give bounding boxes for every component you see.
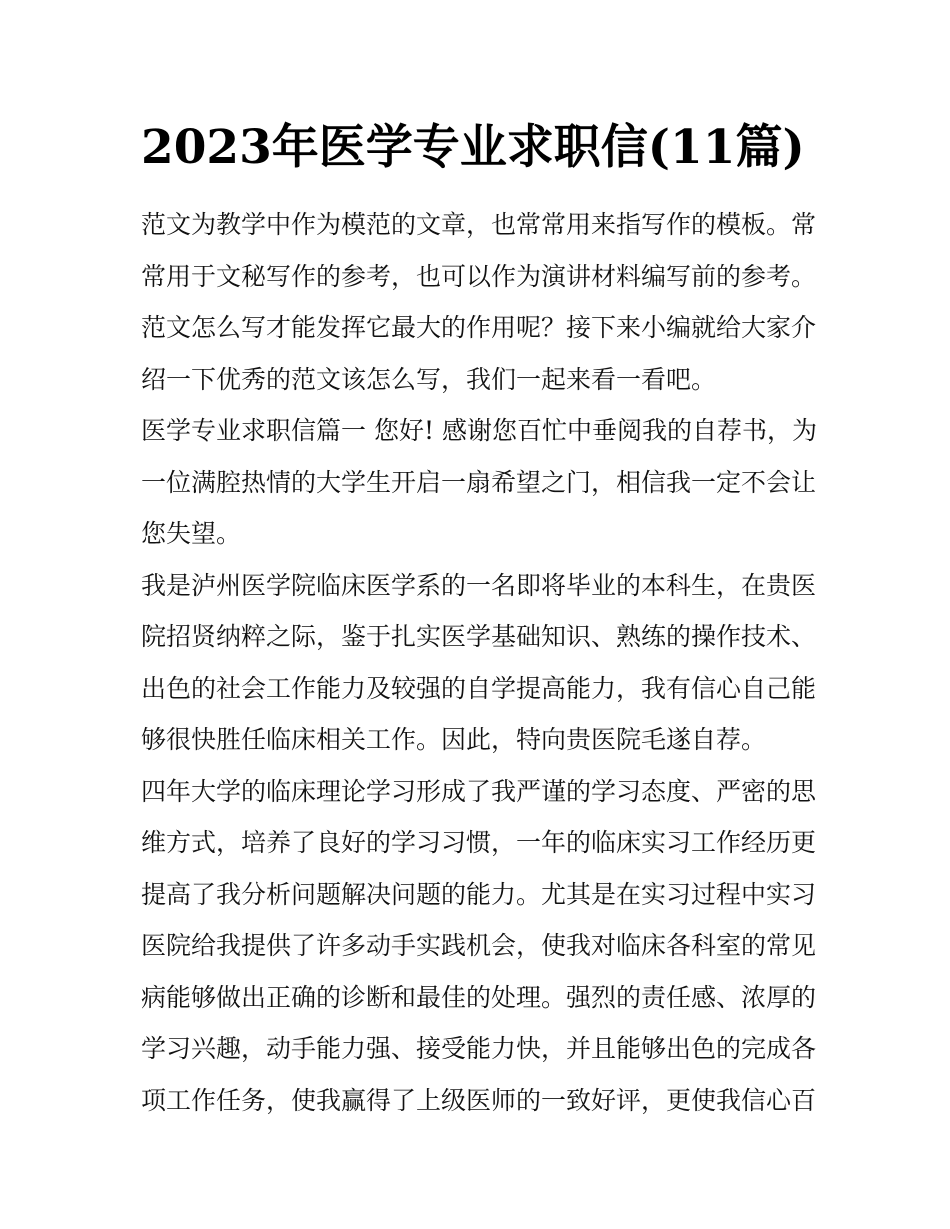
- text-line: 学习兴趣，动手能力强、接受能力快，并且能够出色的完成各: [141, 1034, 817, 1063]
- text-line: 我是泸州医学院临床医学系的一名即将毕业的本科生，在贵医: [141, 570, 817, 600]
- text-line: 病能够做出正确的诊断和最佳的处理。强烈的责任感、浓厚的: [141, 982, 817, 1012]
- text-line: 常用于文秘写作的参考，也可以作为演讲材料编写前的参考。: [141, 261, 817, 291]
- text-line: 医学专业求职信篇一 您好! 感谢您百忙中垂阅我的自荐书，为: [141, 416, 817, 445]
- text-line: 维方式，培养了良好的学习习惯，一年的临床实习工作经历更: [141, 828, 817, 857]
- text-line: 项工作任务，使我赢得了上级医师的一致好评，更使我信心百: [141, 1085, 817, 1115]
- document-body: [141, 199, 817, 1126]
- text-line: 您失望。: [141, 519, 242, 548]
- text-line: 一位满腔热情的大学生开启一扇希望之门，相信我一定不会让: [141, 467, 817, 497]
- text-line: 院招贤纳粹之际，鉴于扎实医学基础知识、熟练的操作技术、: [141, 622, 817, 651]
- text-line: 范文为教学中作为模范的文章，也常常用来指写作的模板。常: [141, 210, 817, 239]
- text-line: 提高了我分析问题解决问题的能力。尤其是在实习过程中实习: [141, 879, 817, 909]
- text-line: 够很快胜任临床相关工作。因此，特向贵医院毛遂自荐。: [141, 725, 767, 754]
- text-line: 范文怎么写才能发挥它最大的作用呢？接下来小编就给大家介: [141, 313, 817, 342]
- text-line: 出色的社会工作能力及较强的自学提高能力，我有信心自己能: [141, 673, 817, 703]
- text-line: 绍一下优秀的范文该怎么写，我们一起来看一看吧。: [141, 364, 717, 394]
- text-line: 医院给我提供了许多动手实践机会，使我对临床各科室的常见: [141, 931, 817, 960]
- page-title: 2023年医学专业求职信(11篇): [141, 120, 805, 175]
- text-line: 四年大学的临床理论学习形成了我严谨的学习态度、严密的思: [141, 776, 817, 806]
